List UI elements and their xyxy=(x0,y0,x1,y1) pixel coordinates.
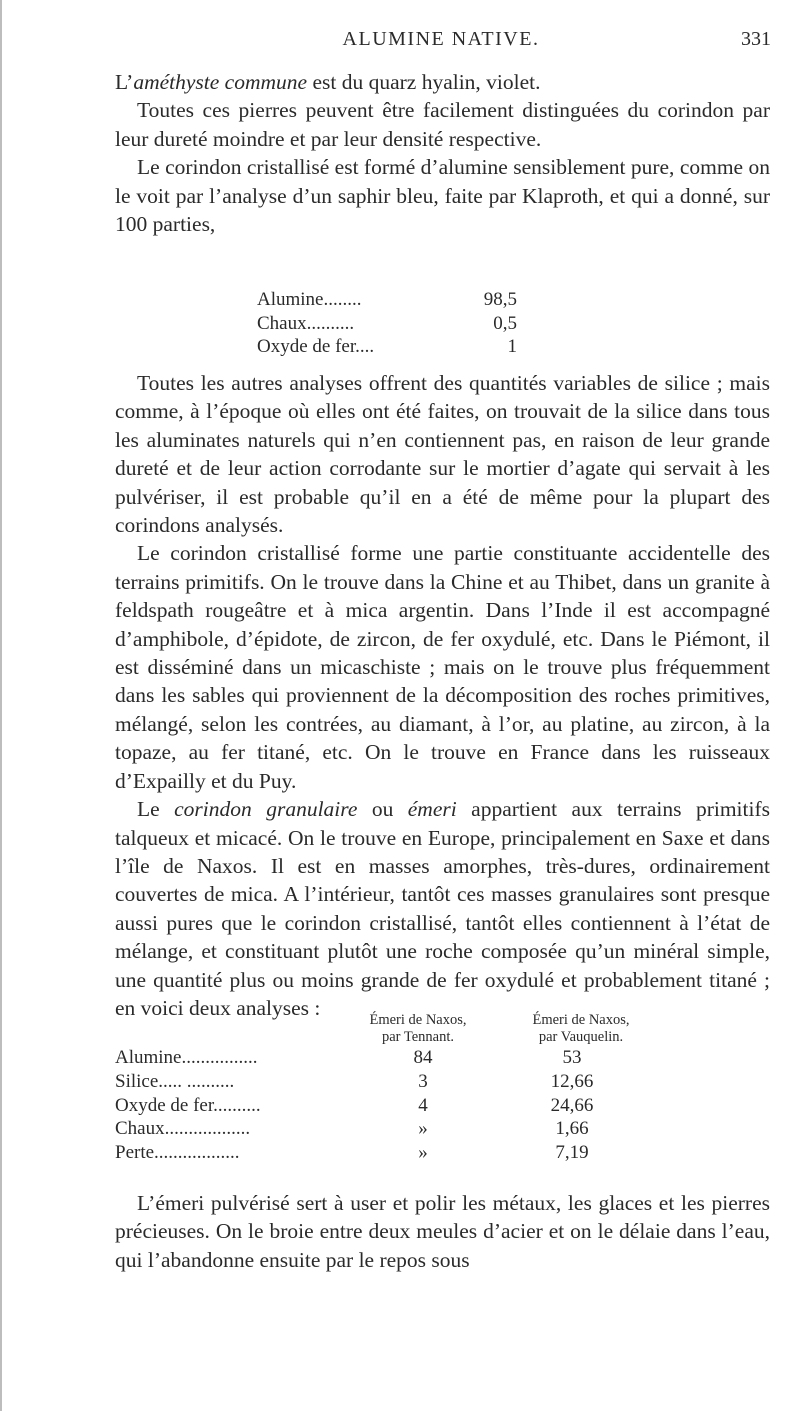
term-emeri: émeri xyxy=(407,797,457,822)
paragraph-emeri-usage: L’émeri pulvérisé sert à user et polir les métaux, les glaces et les pierres précieuses. On le broie entre deux meules d’acier et on le délaie dans l’eau, qui l’abandonne ensuite par le repos sous xyxy=(115,1191,770,1272)
paragraph-emeri: Le corindon granulaire ou émeri appartient aux terrains primitifs talqueux et micacé. On le trouve en Europe, principalement en Saxe et dans l’île de Naxos. Il est en masses amorphes, très-dures, ordinairement couvertes de mica. A l’intérieur, tantôt ces masses granulaires sont presque aussi pures que le corindon cristallisé, tantôt elles contiennent à l’état de mélange, et constituant plutôt une roche composée qu’un minéral simple, une quantité plus ou moins grande de fer oxydulé et probablement titané ; en voici deux analyses : xyxy=(115,797,770,1020)
table-row: Chaux.................. » 1,66 xyxy=(115,1118,589,1140)
term-amethyste: améthyste commune xyxy=(133,70,308,94)
paragraph-distinction: Toutes ces pierres peuvent être facilement distinguées du corindon par leur dureté moindre et par leur densité respective. xyxy=(115,98,770,151)
paragraph-klaproth: Le corindon cristallisé est formé d’alumine sensiblement pure, comme on le voit par l’analyse d’un saphir bleu, faite par Klaproth, et qui a donné, sur 100 parties, xyxy=(115,155,770,237)
table-row: Perte.................. » 7,19 xyxy=(115,1142,589,1164)
composition-row: Oxyde de fer.... 1 xyxy=(257,336,517,358)
running-title: ALUMINE NATIVE. xyxy=(342,28,540,50)
table-header xyxy=(115,1012,765,1046)
paragraph-amethyste: L’améthyste commune est du quarz hyalin, violet. xyxy=(115,70,541,94)
table-row: Alumine................ 84 53 xyxy=(115,1047,582,1068)
table-row: Oxyde de fer.......... 4 24,66 xyxy=(115,1094,594,1116)
column-header-tennant: Émeri de Naxos, par Tennant. xyxy=(369,1012,467,1045)
body-text xyxy=(115,369,770,1022)
saphir-composition xyxy=(257,288,517,359)
term-corindon-granulaire: corindon granulaire xyxy=(174,797,358,822)
table-row: Silice..... .......... 3 12,66 xyxy=(115,1070,594,1092)
intro-text xyxy=(115,68,770,238)
closing-text xyxy=(115,1189,770,1274)
composition-row: Alumine........ 98,5 xyxy=(257,289,517,310)
composition-row: Chaux.......... 0,5 xyxy=(257,312,517,334)
scan-edge xyxy=(0,0,2,1411)
column-header-vauquelin: Émeri de Naxos, par Vauquelin. xyxy=(532,1012,630,1045)
page-number: 331 xyxy=(741,28,771,50)
page-header xyxy=(111,28,771,58)
paragraph-gisement: Le corindon cristallisé forme une partie constituante accidentelle des terrains primitifs. On le trouve dans la Chine et au Thibet, dans un granite à feldspath rougeâtre et à mica argentin. Dans l’Inde il est accompagné d’amphibole, d’épidote, de zircon, de fer oxydulé, etc. Dans le Piémont, il est disséminé dans un micaschiste ; mais on le trouve plus fréquemment dans les sables qui proviennent de la décomposition des roches primitives, mélangé, selon les contrées, au diamant, à l’or, au platine, au zircon, à la topaze, au fer titané, etc. On le trouve en France dans les ruisseaux d’Expailly et du Puy. xyxy=(115,541,770,793)
paragraph-autres-analyses: Toutes les autres analyses offrent des quantités variables de silice ; mais comme, à l’époque où elles ont été faites, on trouvait de la silice dans tous les aluminates naturels qui n’en contiennent pas, en raison de leur grande dureté et de leur action corrodante sur le mortier d’agate qui servait à les pulvériser, il est probable qu’il en a été de même pour la plupart des corindons analysés. xyxy=(115,371,770,538)
emeri-analysis-table xyxy=(115,1012,765,1165)
